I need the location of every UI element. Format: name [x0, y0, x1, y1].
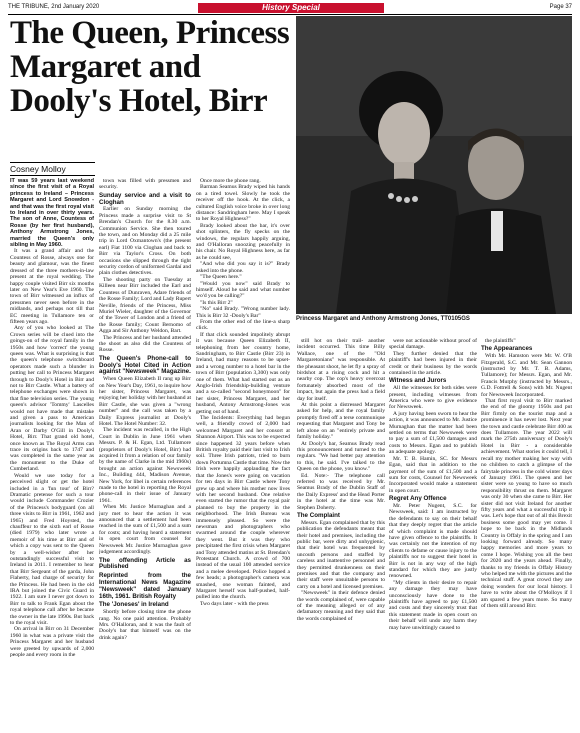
paragraph: Shortly before closing time the phone rang. No one paid attention. Probably Mrs. O'Halloran, and it was the fault of Dooly's bar that himself was on the drink again?: [99, 609, 191, 641]
paragraph: "Newsweek" in their defence denied the words complained of, were capable of the meaning alleged or of any defamatory meaning and they said that the words complained of: [297, 590, 385, 622]
column-1: [10, 178, 94, 730]
paragraph: IT was 59 years last weekend since the first visit of a Royal princess to Ireland – Princess Margaret and Lord Snowdon - and that was the first royal visit to Ireland in over thirty years. The son of Anne, Countess of Rosse (by her first husband), Anthony Armstrong Jones, married the Queen's only sibling in May 1960.: [10, 178, 94, 249]
paragraph: still hot on their trail- another incident occurred. This time Billy Wallace, one of the "Old Margaretonians" was responsible. At the pheasant shoot, he let fly a spray of birdshot at a rising cock and hit a nearby cop. The cop's heavy overcoat fortunately absorbed most of the impact, but again the press had a field day for itself.: [297, 338, 385, 402]
paragraph: Earlier on Sunday morning the Princess made a surprise visit to St Brendan's Church for the 8.30 a.m. Communion Service. She then toured the town, and on Monday did a 25 mile trip in Lord Oxmantown's (the present earl) Fiat 1100 via Cloghan and back to Birr via Taylor's Cross. On both occasions she slipped through the tight security cordon of uniformed Gardaí and plain clothes detectives.: [99, 206, 191, 277]
subheading: Reprinted from the International News Magazine "Newsweek" dated January 16th, 1961. British Royalty: [99, 572, 191, 600]
paragraph: All the witnesses for both sides were present, including witnesses from America who were to give evidence for Newsweek.: [389, 385, 477, 411]
subheading: The Complaint: [297, 511, 340, 519]
publication-date: THE TRIBUNE, 2nd January 2020: [8, 4, 100, 10]
paragraph: Once more the phone rang.: [200, 178, 261, 184]
subheading: Regret Any Offence: [389, 495, 447, 503]
paragraph: At Dooly's bar, Seamus Brady read this pronouncement and turned to the regulars. "We had better pay attention to this, he said. I've talked to the Queen on the phone, you know.": [297, 440, 385, 473]
photo-illustration: [296, 16, 572, 314]
paragraph: town was filled with pressmen and security.: [99, 178, 191, 191]
photo-caption: Princess Margaret and Anthony Armstrong Jones, TT0105GS: [296, 316, 470, 322]
subheading: The Appearances: [481, 345, 533, 353]
article-photo: [296, 16, 572, 314]
paragraph: Messrs. Egan complained that by this publication the defendants meant that their hotel and premises, including the public bar, were dirty and unhygienic, that their hotel was frequented by uncouth persons and staffed by careless and inattentive personnel and they permitted drunkenness on their premises and that the company and their staff were unsuitable persons to carry on a hotel and licensed premises.: [297, 519, 385, 590]
subheading: The Queen's Phone-call to Dooly's Hotel Cited in Action against "Newsweek" Magazine.: [99, 354, 191, 376]
headline: The Queen, Princess Margaret and Dooly's Hotel, Birr: [10, 15, 290, 119]
subheading: The 'Joneses' in Ireland: [99, 601, 169, 609]
paragraph: From the other end of the line-a sharp click.: [196, 318, 290, 332]
paragraph: were not actionable without proof of special damage.: [389, 338, 477, 351]
paragraph: "Would you now" said Brady to himself. Aloud he said and what number wo'd you be calling?": [196, 280, 290, 300]
paragraph: When Queen Elizabeth II rang up Birr on New Year's Day, 1961, to inquire how her sister, Princess Margaret, was enjoying her holiday with her husband at Birr Castle, she was given a "wrong number" and the call was taken by a Daily Express journalist at Dooly's Hotel. The Hotel Number: 32.: [99, 376, 191, 427]
paragraph: "My clients in their desire to repair any damage they may have unconsciously have done to the plaintiffs have agreed to pay £1,500 and costs and they sincerely trust that this statement made in open court on their behalf will undo any harm they may have unwittingly caused to: [389, 579, 477, 631]
paragraph: "Is this Birr 2": [200, 299, 233, 306]
page-number: Page 37: [549, 4, 572, 10]
paragraph: When Mr. Justice Murnaghan and a jury met to hear the action it was announced that a settlement had been reached in the sum of £1,500 and a sum for costs; and having heard a statement in open court from counsel for Newsweek Mr. Justice Murnaghan gave judgement accordingly.: [99, 504, 191, 556]
paragraph: They further denied that the plaintiff's had been injured in their credit or their business by the words contained in the article.: [389, 350, 477, 377]
subheading: The offending Article as Published: [99, 556, 191, 571]
paragraph: Ed. Note:- The telephone call referred to was received by Mr. Seamus Brady of the Dublin Staff of the Daily Express' and the Head Porter in the hotel at the time was Mr. Stephen Doherty.: [297, 472, 385, 511]
paragraph: It was a grand affair and the Countess of Rosse, always one for beauty and glamour, was the finest dressed of the three mothers-in-law present at the royal wedding. The happy couple visited Birr six months later on New Year's Eve 1960. The town of Birr witnessed an influx of pressmen never seen before in the midlands, and perhaps not till that EC meeting in Tullamore ten or fifteen years ago.: [10, 248, 94, 325]
paragraph: If that click sounded impolitely abrupt it was because Queen Elizabeth II, telephoning from her country home, Sandringham, to Birr Castle (Birr 23) in Ireland, had many reasons to be upset-and a wrong number to a hotel bar in the town of Birr (population 3,300) was only one of them. What had started out as an Anglo-Irish friendship-building venture and a so-called "second honeymoon" for her sister, Princess Margaret, and her husband, Antony Armstrong-Jones was getting out of hand.: [196, 331, 290, 415]
paragraph: On arrival in Birr on 31 December 1960 in what was a private visit the Princess Margaret and her husband were greeted by upwards of 2,000 people and every room in the: [10, 626, 94, 659]
paragraph: Barman Seamus Brady wiped his hands on a tired towel. Slowly he took the receiver off the hook. At the click, a cultured English voice broke in over long distance: Sandringham here. May I speak to her Royal Highness?": [196, 184, 290, 223]
paragraph: "The Queen here.": [200, 274, 242, 281]
paragraph: Mr. Peter Nugent, S.C. for Newsweek, said: I am instructed by the defendants to say on their behalf that they deeply regret that the article of which complaint is made should have given offence to the plaintiffs. It was certainly not the intention of my clients to defame or cause injury to the plaintiffs nor to suggest their hotel in Birr is not in any way of the high standard for which they are justly renowned.: [389, 502, 477, 580]
column-5: [389, 338, 477, 730]
paragraph: The Princess and her husband attended the shoot as also did the Countess of Rosse.: [99, 334, 191, 354]
paragraph: Mr. T. B. Hamin, SC. for Messrs Egan, said that in addition to the payment of the sum of £1,500 and a sum for costs, Counsel for Newsweek Incorporated would make a statement in open court.: [389, 455, 477, 494]
paragraph: The incident was recalled, in the High Court in Dublin in June 1961 when Messrs. P. & H. Egan, Ltd. Tullamore (proprietors of Dooly's Hotel, Birr) had acquired it from a relation of our family by the name of Clarke in the mid 1960s) brought an action against Newsweek Inc., Building 444, Madison Avenue, New York, for libel in certain references made to the hotel in reporting the Royal phone-call in their issue of January 1961.: [99, 427, 191, 504]
subheading: Witness and Jurors: [389, 377, 447, 385]
paragraph: At this point a distressed Margaret asked for help, and the royal family promptly fired off a terse communique requesting that Margaret and Tony be left alone on an "entirely private and family holiday.": [297, 402, 385, 441]
column-3: [196, 178, 290, 730]
paragraph: "No" said Brady. "Wrong number lady. This is Birr 32 -Dooly's Bar": [196, 306, 290, 319]
section-banner: History Special: [198, 3, 384, 13]
byline: Cosney Molloy: [10, 162, 95, 176]
paragraph: the plaintiffs": [485, 338, 516, 344]
paragraph: "And who did you say it is?" Brady asked into the phone.: [196, 261, 290, 274]
paragraph: Would we use today for a perceived slight or get the hotel included in a 'fun tour' of Birr? Dramatic pretense for such a tour would include Commander Crozier of the Princess's bodyguard (on all three visits to Birr in 1961, 1962 and 1965) and Fred Hoysted, the chauffeur to the sixth earl of Rosse (died 1979) who later wrote a memoir of his time at Birr and of which a copy was sent to the Queen by a well-wisher after her outstandingly successful visit to Ireland in 2011. I remember to hear that Birr Sergeant of the garda, John Flaherty, had charge of security for the Princess. He had been in the old IRA but joined the Civic Guard in 1922. I am sure I never got down to Birr to talk to Frank Egan about the royal telephone call after he became the owner in the late 1990s. But back to the royal visit.: [10, 472, 94, 627]
paragraph: That first royal visit to Birr marked the end of the gloomy 1950s and put Birr firmly on the tourist map and a prominence it has never lost. Next year the town and castle celebrate Birr 400 as does Tullamore. The year 2022 will mark the 275th anniversary of Dooly's Hotel in Birr - a considerable achievement. What stories it could tell, I recall my mother making her way with no children to catch a glimpse of the fairytale princess in the cold winter days of January 1961. The queen and her sister were so young to have so much responsibility thrust on them. Margaret was only 30 when she came to Birr. Her sister did not visit Ireland for another fifty years and what a successful trip it was. Let's hope that out of all this Brexit business some good may yet come. I hope to be back in the Midlands Country in Offaly in the spring and I am looking forward already. So many happy memories and more years to come I hope. Wishing you all the best for 2020 and the years ahead. Finally, thanks to my friends in Offaly History who helped me with the pictures and the technical stuff. A great crowd they are doing wonders for our local history. I have to write about the O'Molloys if I am spared a few years more. So many of them still around Birr.: [481, 398, 572, 610]
paragraph: Brady looked about the bar, it's over shot splinters, the fly specks on the windows, the regulars happily arguing, and O'Halloran snoozing peacefully in his chair. No Royal Highness here, as far as he could see,: [196, 222, 290, 261]
paragraph: A jury having been sworn to hear the action, it was announced to Mr. Justice Murnaghan that the matter had been settled on terms that Newsweek were to pay a sum of £1,500 damages and costs to Messrs. Egan and to publish an adequate apology.: [389, 410, 477, 456]
paragraph: The shooting party on Tuesday at Killeen near Birr included the Earl and Countess of Dunraven, Adare friends of the Rosse Family; Lord and Lady Rupert Neville, friends of the Princess, Miss Muriel Wieler, daughter of the Governor of the Tower of London and a friend of the Rosse family; Count Bernomo of Agga and Sir Anthony Weldon, Bart.: [99, 276, 191, 335]
subheading: Sunday service and a visit to Cloghan: [99, 191, 191, 206]
column-2: [99, 178, 191, 730]
paragraph: The Incidents: Everything had begun well, a friendly crowd of 2,000 had welcomed Margaret and her consort at Shannon Airport. This was to be expected since happened 32 years before when British royalty paid their last visit to Irish soil. Three Irish patriots, tried to burn down Portumna Castle that time. Now the Irish were happily applauding the fact that the Jones's were going on vacation for ten days in Birr Castle where Tony grew up and where his mother now lives with her second husband. One relative even started the rumor that the royal pair planned to buy the property in the neighborhood. The Irish Bureau was immensely pleased. So were the newsman and photographers who swarmed around the couple wherever they went. But it was they who precipitated the first crisis when Margaret and Tony attended matins at St. Brendan's Protestant Church. A crowd of 700 instead of the usual 100 attended service and a melee developed. Police hopped a few heads; a photographer's camera was smashed, one woman fainted, and Margaret herself was half-pushed, half-pulled into the church.: [196, 415, 290, 601]
paragraph: Two days later - with the press: [200, 600, 269, 607]
page-header: [8, 2, 572, 13]
column-4: [297, 338, 385, 730]
paragraph: With Mr. Hamston were Mr. W. O'B Fitzgerald, S.C. and Mr. Sean Gannon (instructed by Mr. T. B. Adams, Tullamore); for Messrs. Egan, and Mr. Francis Murphy (instructed by Messrs., G.D. Fottrell & Sons) with Mr. Nugent for Newsweek Incorporated.: [481, 353, 572, 398]
column-6: [481, 338, 572, 730]
paragraph: Any of you who looked at The Crown series will be clued into the goings-on of the royal family in the 1950s and how 'correct' the young queen was. What is surprising is that the queen's telephone switchboard operators made such a blunder in putting her call to Princess Margaret through to Dooly's Hotel in Birr and not to Birr Castle. What a battery of telephone exchanges were shown in that fine television series. The young queen's advisor 'Tommy' Lascelles would not have made that mistake and given a pass to American journalists looking for the Man of Aran or Darby O'Gill in Dooly's Hotel, Birr. That grand old hotel, once known as The Royal Arms can trace its origins back to 1747 and was completed in the same year as the monument to the Duke of Cumberland.: [10, 325, 94, 473]
